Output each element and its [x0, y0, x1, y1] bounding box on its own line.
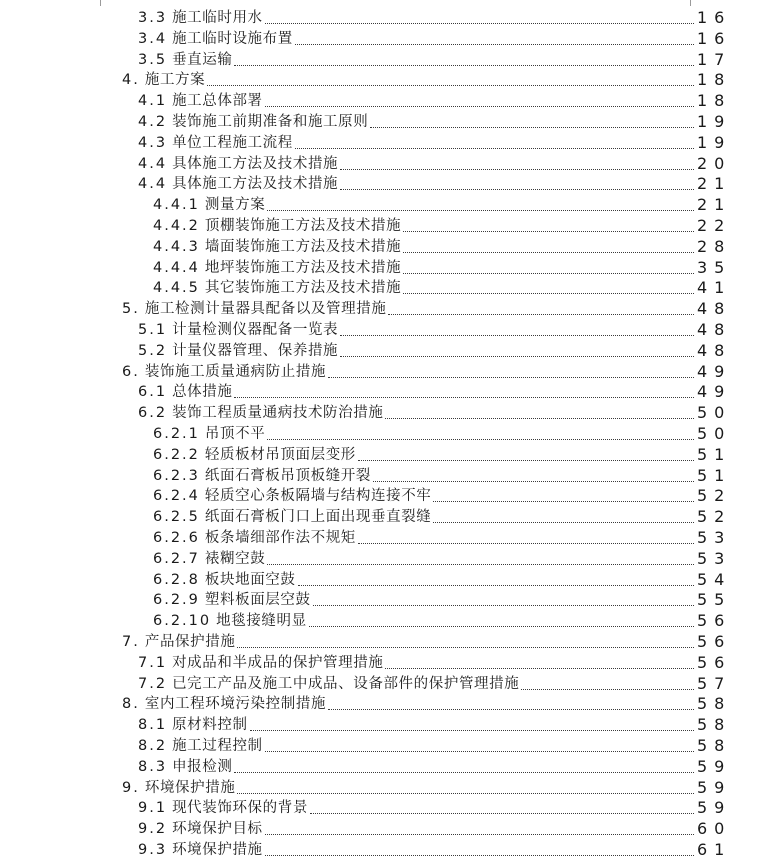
- toc-page-number: 51: [697, 444, 732, 464]
- toc-entry[interactable]: [0, 778, 781, 799]
- toc-page-number: 17: [697, 49, 732, 69]
- toc-entry[interactable]: [0, 798, 781, 819]
- toc-entry-number: 4.4: [138, 155, 168, 172]
- toc-entry-heading: 对成品和半成品的保护管理措施: [172, 654, 384, 671]
- toc-entry-title: [138, 341, 338, 362]
- toc-entry-title: [122, 299, 386, 320]
- toc-entry-number: 4.4.1: [153, 197, 200, 214]
- toc-dot-leader: [234, 772, 694, 773]
- toc-entry-heading: 墙面装饰施工方法及技术措施: [204, 238, 402, 255]
- toc-dot-leader: [265, 834, 694, 835]
- toc-dot-leader: [385, 418, 694, 419]
- toc-entry-title: [153, 486, 431, 507]
- toc-entry-number: 7.2: [138, 675, 168, 692]
- toc-page-number: 51: [697, 465, 732, 485]
- toc-page-number: 58: [697, 694, 732, 714]
- toc-entry-number: 6.2.2: [153, 446, 200, 463]
- toc-entry-heading: 地坪装饰施工方法及技术措施: [204, 259, 402, 276]
- toc-entry-heading: 板块地面空鼓: [204, 571, 296, 588]
- toc-entry-number: 6.2.5: [153, 509, 200, 526]
- toc-entry[interactable]: [0, 653, 781, 674]
- toc-dot-leader: [298, 585, 694, 586]
- toc-entry-number: 5.2: [138, 342, 168, 359]
- toc-entry-title: [153, 590, 311, 611]
- toc-entry-heading: 轻质板材吊顶面层变形: [204, 446, 356, 463]
- toc-entry[interactable]: [0, 528, 781, 549]
- toc-page-number: 21: [697, 174, 732, 194]
- toc-entry-number: 4.4.5: [153, 280, 200, 297]
- toc-entry-heading: 塑料板面层空鼓: [204, 592, 311, 609]
- toc-entry[interactable]: [0, 840, 781, 861]
- toc-page-number: 59: [697, 756, 732, 776]
- toc-page-number: 56: [697, 632, 732, 651]
- toc-entry-number: 6.2.9: [153, 592, 200, 609]
- toc-page-number: 19: [697, 112, 732, 131]
- toc-entry-number: 5.1: [138, 322, 168, 338]
- toc-entry-title: [138, 50, 232, 71]
- toc-entry[interactable]: [0, 70, 781, 91]
- toc-entry[interactable]: [0, 570, 781, 591]
- toc-dot-leader: [403, 293, 694, 294]
- toc-entry-title: [138, 91, 263, 112]
- toc-entry-title: [138, 819, 263, 840]
- toc-entry-title: [153, 445, 356, 466]
- toc-page-number: 53: [697, 528, 732, 547]
- toc-page-number: 50: [697, 424, 732, 443]
- toc-entry[interactable]: [0, 549, 781, 570]
- toc-entry-number: 5.: [122, 301, 140, 318]
- toc-entry[interactable]: [0, 341, 781, 362]
- toc-entry-heading: 计量仪器管理、保养措施: [172, 342, 339, 359]
- toc-entry[interactable]: [0, 736, 781, 757]
- toc-entry-heading: 环境保护措施: [144, 779, 236, 796]
- toc-dot-leader: [521, 689, 694, 690]
- toc-entry-number: 6.2.3: [153, 467, 200, 484]
- toc-dot-leader: [295, 148, 694, 149]
- toc-page-number: 19: [697, 132, 732, 152]
- toc-entry-number: 6.2.6: [153, 530, 200, 546]
- toc-dot-leader: [373, 481, 694, 482]
- toc-entry-title: [138, 403, 383, 424]
- toc-entry[interactable]: [0, 299, 781, 320]
- toc-entry-title: [138, 174, 338, 195]
- toc-entry-number: 9.2: [138, 821, 168, 838]
- toc-entry-title: [153, 549, 265, 570]
- toc-dot-leader: [403, 273, 694, 274]
- toc-page-number: 55: [697, 590, 732, 610]
- toc-dot-leader: [340, 189, 694, 190]
- toc-entry-heading: 现代装饰环保的背景: [172, 800, 308, 817]
- toc-entry[interactable]: [0, 216, 781, 237]
- toc-entry[interactable]: [0, 424, 781, 445]
- toc-entry[interactable]: [0, 382, 781, 403]
- toc-entry-heading: 施工方案: [144, 72, 206, 89]
- page-corner-mark-left: [100, 0, 101, 6]
- toc-entry-number: 6.1: [138, 384, 168, 401]
- toc-dot-leader: [403, 231, 694, 232]
- toc-page-number: 52: [697, 507, 732, 527]
- toc-entry-number: 4.4.3: [153, 238, 200, 255]
- toc-page-number: 16: [697, 28, 732, 48]
- toc-entry-heading: 环境保护目标: [172, 821, 263, 838]
- toc-entry-title: [138, 798, 308, 819]
- toc-entry-heading: 具体施工方法及技术措施: [172, 155, 339, 172]
- toc-entry-heading: 地毯接缝明显: [216, 613, 307, 630]
- toc-entry-title: [138, 29, 293, 50]
- toc-entry[interactable]: [0, 320, 781, 341]
- toc-entry-title: [153, 424, 265, 445]
- toc-entry[interactable]: [0, 133, 781, 154]
- toc-entry-number: 4.4.2: [153, 218, 200, 234]
- toc-dot-leader: [237, 647, 694, 648]
- toc-entry[interactable]: [0, 174, 781, 195]
- toc-entry-title: [153, 570, 296, 591]
- toc-dot-leader: [265, 106, 694, 107]
- toc-dot-leader: [265, 23, 694, 24]
- toc-entry[interactable]: [0, 445, 781, 466]
- toc-dot-leader: [385, 668, 694, 669]
- toc-entry-number: 8.: [122, 696, 140, 713]
- toc-entry-title: [138, 653, 383, 674]
- toc-page-number: 16: [697, 8, 732, 27]
- toc-entry-heading: 垂直运输: [172, 51, 233, 68]
- toc-entry-heading: 环境保护措施: [172, 842, 263, 858]
- toc-page-number: 48: [697, 340, 732, 360]
- toc-entry-title: [122, 632, 235, 653]
- toc-entry-title: [138, 112, 368, 133]
- toc-entry[interactable]: [0, 278, 781, 299]
- toc-entry-title: [138, 840, 263, 861]
- toc-entry-number: 6.2.10: [153, 613, 212, 630]
- toc-entry-title: [138, 674, 519, 695]
- toc-dot-leader: [267, 210, 694, 211]
- toc-page-number: 54: [697, 569, 732, 589]
- toc-entry-title: [138, 133, 293, 154]
- toc-dot-leader: [267, 564, 694, 565]
- toc-entry-heading: 顶棚装饰施工方法及技术措施: [204, 218, 402, 234]
- toc-dot-leader: [234, 397, 694, 398]
- toc-entry-title: [138, 8, 263, 29]
- toc-page-number: 49: [697, 382, 732, 402]
- toc-dot-leader: [309, 626, 694, 627]
- toc-entry-title: [138, 715, 248, 736]
- toc-entry-number: 4.2: [138, 114, 168, 130]
- page-corner-mark-right: [690, 0, 691, 6]
- toc-entry-number: 7.: [122, 634, 140, 650]
- toc-entry-heading: 板条墙细部作法不规矩: [204, 530, 356, 546]
- toc-page-number: 52: [697, 486, 732, 506]
- toc-entry[interactable]: [0, 237, 781, 258]
- toc-dot-leader: [310, 813, 694, 814]
- toc-entry[interactable]: [0, 29, 781, 50]
- toc-entry-number: 6.2.7: [153, 550, 200, 567]
- toc-entry-number: 4.1: [138, 93, 168, 110]
- toc-entry[interactable]: [0, 362, 781, 383]
- toc-entry-heading: 具体施工方法及技术措施: [172, 176, 339, 193]
- toc-entry-heading: 测量方案: [204, 197, 266, 214]
- toc-entry-number: 6.2.8: [153, 571, 200, 588]
- toc-dot-leader: [370, 127, 694, 128]
- toc-entry-heading: 原材料控制: [172, 717, 248, 734]
- toc-entry-number: 4.3: [138, 134, 168, 151]
- toc-entry-number: 9.: [122, 779, 140, 796]
- toc-entry[interactable]: [0, 819, 781, 840]
- toc-entry-number: 7.1: [138, 654, 168, 671]
- toc-entry-title: [122, 694, 326, 715]
- toc-entry-number: 3.3: [138, 10, 168, 26]
- toc-entry-heading: 装饰施工前期准备和施工原则: [172, 114, 369, 130]
- toc-entry-heading: 施工总体部署: [172, 93, 263, 110]
- toc-entry-heading: 施工检测计量器具配备以及管理措施: [144, 301, 387, 318]
- toc-entry-title: [138, 382, 232, 403]
- toc-dot-leader: [433, 522, 694, 523]
- toc-entry-number: 9.1: [138, 800, 168, 817]
- toc-page-number: 48: [697, 320, 732, 339]
- toc-entry[interactable]: [0, 466, 781, 487]
- toc-page-number: 35: [697, 257, 732, 277]
- toc-page-number: 56: [697, 652, 732, 672]
- toc-entry[interactable]: [0, 611, 781, 632]
- toc-dot-leader: [267, 439, 694, 440]
- toc-dot-leader: [340, 356, 694, 357]
- toc-entry-heading: 施工临时用水: [172, 10, 263, 26]
- toc-entry[interactable]: [0, 694, 781, 715]
- toc-entry-title: [153, 258, 401, 279]
- toc-page-number: 58: [697, 736, 732, 755]
- toc-dot-leader: [358, 543, 694, 544]
- toc-entry[interactable]: [0, 112, 781, 133]
- toc-entry[interactable]: [0, 674, 781, 695]
- toc-entry-number: 8.3: [138, 758, 168, 775]
- toc-entry[interactable]: [0, 50, 781, 71]
- toc-page-number: 49: [697, 361, 732, 381]
- toc-entry-title: [153, 611, 307, 632]
- toc-page-number: 41: [697, 278, 732, 298]
- toc-entry-title: [153, 528, 356, 549]
- toc-entry[interactable]: [0, 507, 781, 528]
- toc-entry-heading: 轻质空心条板隔墙与结构连接不牢: [204, 488, 432, 505]
- toc-entry-number: 8.1: [138, 717, 168, 734]
- toc-entry-number: 4.: [122, 72, 140, 89]
- toc-dot-leader: [403, 252, 694, 253]
- toc-entry-title: [138, 736, 263, 757]
- toc-dot-leader: [388, 314, 694, 315]
- toc-entry[interactable]: [0, 403, 781, 424]
- toc-entry-heading: 吊顶不平: [204, 426, 266, 442]
- toc-entry-heading: 施工过程控制: [172, 738, 263, 754]
- toc-page-number: 18: [697, 91, 732, 111]
- toc-entry-title: [153, 237, 401, 258]
- toc-entry-number: 4.4.4: [153, 259, 200, 276]
- toc-entry-title: [122, 778, 235, 799]
- toc-entry-title: [122, 70, 205, 91]
- toc-entry[interactable]: [0, 715, 781, 736]
- toc-page-number: 61: [697, 840, 732, 859]
- toc-entry-heading: 已完工产品及施工中成品、设备部件的保护管理措施: [172, 675, 520, 692]
- toc-entry-number: 3.4: [138, 30, 168, 47]
- toc-entry-heading: 其它装饰施工方法及技术措施: [204, 280, 402, 297]
- toc-entry-heading: 总体措施: [172, 384, 233, 401]
- toc-entry[interactable]: [0, 8, 781, 29]
- toc-entry-heading: 纸面石膏板吊顶板缝开裂: [204, 467, 372, 484]
- toc-entry-number: 4.4: [138, 176, 168, 193]
- toc-dot-leader: [234, 65, 694, 66]
- toc-dot-leader: [433, 501, 694, 502]
- toc-dot-leader: [265, 855, 694, 856]
- toc-entry[interactable]: [0, 195, 781, 216]
- toc-page-number: 59: [697, 777, 732, 797]
- toc-dot-leader: [313, 605, 694, 606]
- toc-entry-heading: 室内工程环境污染控制措施: [144, 696, 327, 713]
- toc-page-number: 57: [697, 673, 732, 693]
- toc-dot-leader: [207, 85, 694, 86]
- toc-dot-leader: [265, 751, 694, 752]
- toc-page-number: 28: [697, 236, 732, 256]
- toc-entry-title: [122, 362, 326, 383]
- toc-entry-number: 6.: [122, 363, 140, 380]
- toc-dot-leader: [250, 730, 694, 731]
- toc-entry[interactable]: [0, 632, 781, 653]
- toc-entry[interactable]: [0, 258, 781, 279]
- toc-entry-title: [138, 320, 338, 341]
- toc-page-number: 21: [697, 195, 732, 215]
- toc-entry-heading: 施工临时设施布置: [172, 30, 293, 47]
- toc-entry-heading: 裱糊空鼓: [204, 550, 266, 567]
- toc-entry-number: 8.2: [138, 738, 168, 754]
- toc-entry-heading: 计量检测仪器配备一览表: [172, 322, 339, 338]
- toc-dot-leader: [340, 169, 694, 170]
- toc-entry-heading: 装饰施工质量通病防止措施: [144, 363, 327, 380]
- toc-entry[interactable]: [0, 154, 781, 175]
- toc-entry-number: 6.2.4: [153, 488, 200, 505]
- toc-entry-number: 3.5: [138, 51, 168, 68]
- toc-entry[interactable]: [0, 590, 781, 611]
- toc-entry-title: [153, 466, 371, 487]
- toc-entry-heading: 产品保护措施: [144, 634, 236, 650]
- toc-entry-number: 6.2.1: [153, 426, 200, 442]
- toc-dot-leader: [295, 44, 694, 45]
- toc-entry-heading: 装饰工程质量通病技术防治措施: [172, 405, 384, 422]
- toc-entry-title: [153, 507, 431, 528]
- toc-page-number: 56: [697, 611, 732, 631]
- toc-entry-title: [138, 154, 338, 175]
- toc-entry-title: [153, 278, 401, 299]
- toc-entry-title: [153, 216, 401, 237]
- toc-page-number: 53: [697, 548, 732, 568]
- toc-page-number: 58: [697, 715, 732, 735]
- toc-entry-heading: 单位工程施工流程: [172, 134, 293, 151]
- toc-entry-heading: 纸面石膏板门口上面出现垂直裂缝: [204, 509, 432, 526]
- toc-entry[interactable]: [0, 91, 781, 112]
- toc-page-number: 50: [697, 403, 732, 423]
- toc-dot-leader: [358, 460, 694, 461]
- toc-dot-leader: [328, 377, 694, 378]
- toc-page-number: 60: [697, 819, 732, 839]
- toc-page-number: 59: [697, 798, 732, 818]
- toc-page-number: 20: [697, 153, 732, 173]
- toc-dot-leader: [237, 793, 694, 794]
- toc-page-number: 22: [697, 216, 732, 235]
- toc-entry[interactable]: [0, 486, 781, 507]
- toc-dot-leader: [328, 709, 694, 710]
- toc-page-number: 18: [697, 70, 732, 90]
- toc-entry-title: [153, 195, 265, 216]
- toc-entry-number: 9.3: [138, 842, 168, 858]
- toc-entry-heading: 申报检测: [172, 758, 233, 775]
- toc-entry[interactable]: [0, 757, 781, 778]
- toc-dot-leader: [340, 335, 694, 336]
- toc-page-number: 48: [697, 299, 732, 319]
- toc-entry-title: [138, 757, 232, 778]
- toc-entry-number: 6.2: [138, 405, 168, 422]
